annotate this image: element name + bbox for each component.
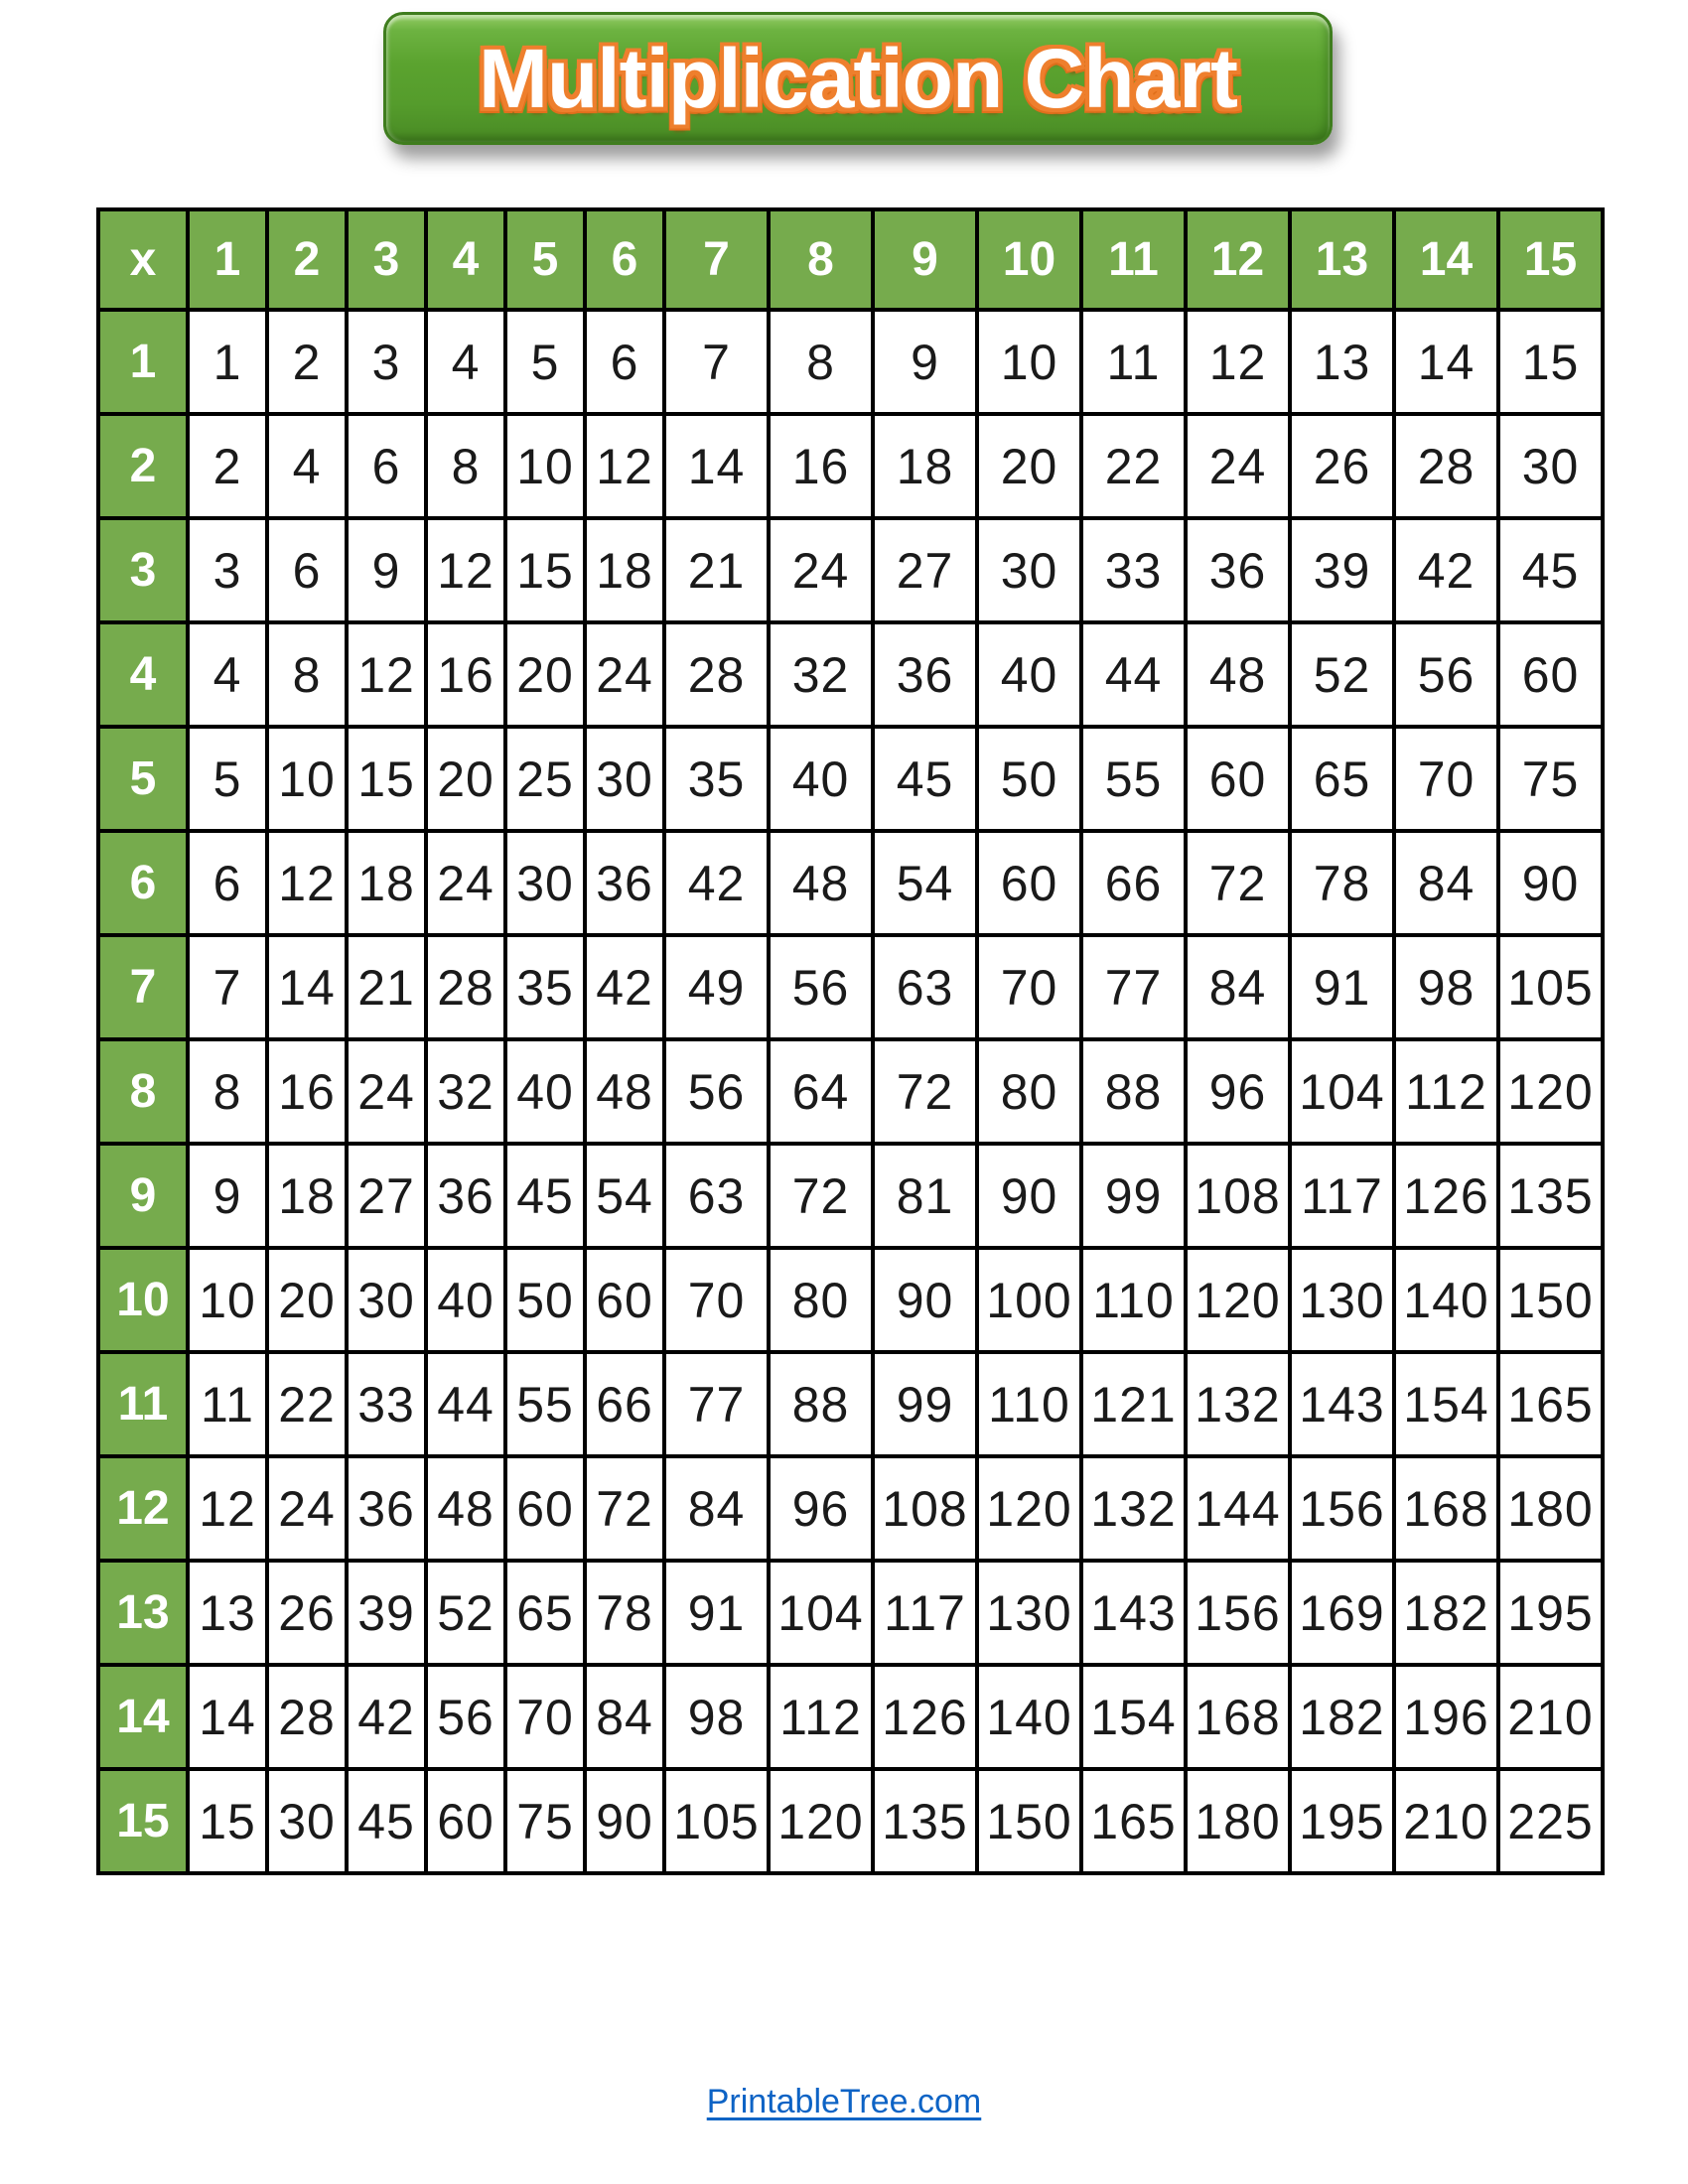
product-cell: 40 <box>505 1039 585 1144</box>
column-header-cell: 2 <box>267 209 347 310</box>
product-cell: 55 <box>505 1352 585 1456</box>
product-cell: 10 <box>977 310 1081 414</box>
column-header-cell: 8 <box>769 209 873 310</box>
product-cell: 15 <box>347 727 426 831</box>
column-header-cell: 3 <box>347 209 426 310</box>
row-header-cell: 5 <box>98 727 188 831</box>
product-cell: 8 <box>267 622 347 727</box>
column-header-cell: 13 <box>1290 209 1394 310</box>
product-cell: 10 <box>188 1248 267 1352</box>
product-cell: 10 <box>267 727 347 831</box>
product-cell: 39 <box>347 1561 426 1665</box>
product-cell: 11 <box>1081 310 1186 414</box>
product-cell: 64 <box>769 1039 873 1144</box>
table-row <box>98 1769 1603 1873</box>
product-cell: 9 <box>347 518 426 622</box>
table-row <box>98 831 1603 935</box>
product-cell: 126 <box>873 1665 977 1769</box>
product-cell: 135 <box>873 1769 977 1873</box>
product-cell: 154 <box>1081 1665 1186 1769</box>
product-cell: 1 <box>188 310 267 414</box>
column-header-cell: 15 <box>1498 209 1603 310</box>
product-cell: 150 <box>1498 1248 1603 1352</box>
product-cell: 56 <box>1394 622 1498 727</box>
product-cell: 140 <box>1394 1248 1498 1352</box>
column-header-cell: 11 <box>1081 209 1186 310</box>
product-cell: 20 <box>426 727 505 831</box>
header-row <box>98 209 1603 310</box>
page-title: Multiplication Chart <box>479 31 1237 125</box>
product-cell: 4 <box>426 310 505 414</box>
product-cell: 6 <box>188 831 267 935</box>
product-cell: 195 <box>1290 1769 1394 1873</box>
product-cell: 18 <box>585 518 664 622</box>
product-cell: 7 <box>664 310 769 414</box>
table-row <box>98 310 1603 414</box>
product-cell: 25 <box>505 727 585 831</box>
row-header-cell: 7 <box>98 935 188 1039</box>
product-cell: 42 <box>1394 518 1498 622</box>
product-cell: 72 <box>769 1144 873 1248</box>
product-cell: 120 <box>1498 1039 1603 1144</box>
column-header-cell: 9 <box>873 209 977 310</box>
product-cell: 6 <box>267 518 347 622</box>
product-cell: 60 <box>505 1456 585 1561</box>
product-cell: 120 <box>977 1456 1081 1561</box>
product-cell: 16 <box>267 1039 347 1144</box>
product-cell: 45 <box>1498 518 1603 622</box>
product-cell: 11 <box>188 1352 267 1456</box>
table-row <box>98 935 1603 1039</box>
product-cell: 75 <box>1498 727 1603 831</box>
product-cell: 28 <box>1394 414 1498 518</box>
row-header-cell: 8 <box>98 1039 188 1144</box>
product-cell: 88 <box>769 1352 873 1456</box>
product-cell: 44 <box>1081 622 1186 727</box>
product-cell: 4 <box>188 622 267 727</box>
product-cell: 105 <box>1498 935 1603 1039</box>
product-cell: 30 <box>1498 414 1603 518</box>
product-cell: 84 <box>1186 935 1290 1039</box>
product-cell: 72 <box>1186 831 1290 935</box>
product-cell: 3 <box>188 518 267 622</box>
product-cell: 65 <box>1290 727 1394 831</box>
product-cell: 30 <box>585 727 664 831</box>
product-cell: 33 <box>347 1352 426 1456</box>
product-cell: 80 <box>769 1248 873 1352</box>
product-cell: 168 <box>1186 1665 1290 1769</box>
product-cell: 30 <box>977 518 1081 622</box>
product-cell: 104 <box>1290 1039 1394 1144</box>
product-cell: 104 <box>769 1561 873 1665</box>
product-cell: 52 <box>1290 622 1394 727</box>
product-cell: 169 <box>1290 1561 1394 1665</box>
product-cell: 117 <box>873 1561 977 1665</box>
product-cell: 24 <box>585 622 664 727</box>
product-cell: 8 <box>188 1039 267 1144</box>
product-cell: 56 <box>769 935 873 1039</box>
product-cell: 91 <box>664 1561 769 1665</box>
product-cell: 78 <box>1290 831 1394 935</box>
product-cell: 49 <box>664 935 769 1039</box>
product-cell: 108 <box>1186 1144 1290 1248</box>
column-header-cell: 6 <box>585 209 664 310</box>
product-cell: 32 <box>426 1039 505 1144</box>
product-cell: 9 <box>873 310 977 414</box>
product-cell: 132 <box>1186 1352 1290 1456</box>
product-cell: 90 <box>977 1144 1081 1248</box>
column-header-cell: 7 <box>664 209 769 310</box>
product-cell: 70 <box>977 935 1081 1039</box>
product-cell: 100 <box>977 1248 1081 1352</box>
footer <box>0 2083 1688 2121</box>
product-cell: 15 <box>1498 310 1603 414</box>
product-cell: 70 <box>1394 727 1498 831</box>
product-cell: 65 <box>505 1561 585 1665</box>
product-cell: 12 <box>585 414 664 518</box>
product-cell: 96 <box>1186 1039 1290 1144</box>
product-cell: 60 <box>977 831 1081 935</box>
product-cell: 42 <box>664 831 769 935</box>
product-cell: 32 <box>769 622 873 727</box>
product-cell: 8 <box>426 414 505 518</box>
product-cell: 99 <box>1081 1144 1186 1248</box>
product-cell: 143 <box>1290 1352 1394 1456</box>
product-cell: 210 <box>1394 1769 1498 1873</box>
product-cell: 84 <box>1394 831 1498 935</box>
column-header-cell: 5 <box>505 209 585 310</box>
product-cell: 24 <box>426 831 505 935</box>
product-cell: 70 <box>505 1665 585 1769</box>
product-cell: 90 <box>585 1769 664 1873</box>
product-cell: 22 <box>267 1352 347 1456</box>
product-cell: 20 <box>267 1248 347 1352</box>
row-header-cell: 1 <box>98 310 188 414</box>
product-cell: 121 <box>1081 1352 1186 1456</box>
product-cell: 77 <box>1081 935 1186 1039</box>
product-cell: 156 <box>1290 1456 1394 1561</box>
product-cell: 28 <box>267 1665 347 1769</box>
table-row <box>98 1144 1603 1248</box>
product-cell: 24 <box>267 1456 347 1561</box>
product-cell: 112 <box>769 1665 873 1769</box>
product-cell: 90 <box>1498 831 1603 935</box>
product-cell: 225 <box>1498 1769 1603 1873</box>
table-row <box>98 622 1603 727</box>
product-cell: 40 <box>977 622 1081 727</box>
product-cell: 20 <box>505 622 585 727</box>
product-cell: 4 <box>267 414 347 518</box>
product-cell: 120 <box>769 1769 873 1873</box>
product-cell: 18 <box>347 831 426 935</box>
product-cell: 36 <box>426 1144 505 1248</box>
product-cell: 60 <box>1498 622 1603 727</box>
product-cell: 13 <box>188 1561 267 1665</box>
row-header-cell: 2 <box>98 414 188 518</box>
row-header-cell: 12 <box>98 1456 188 1561</box>
column-header-cell: 1 <box>188 209 267 310</box>
row-header-cell: 11 <box>98 1352 188 1456</box>
product-cell: 45 <box>347 1769 426 1873</box>
product-cell: 30 <box>505 831 585 935</box>
product-cell: 24 <box>1186 414 1290 518</box>
product-cell: 143 <box>1081 1561 1186 1665</box>
product-cell: 12 <box>347 622 426 727</box>
product-cell: 44 <box>426 1352 505 1456</box>
product-cell: 112 <box>1394 1039 1498 1144</box>
product-cell: 18 <box>873 414 977 518</box>
product-cell: 24 <box>769 518 873 622</box>
product-cell: 140 <box>977 1665 1081 1769</box>
product-cell: 96 <box>769 1456 873 1561</box>
product-cell: 182 <box>1394 1561 1498 1665</box>
product-cell: 132 <box>1081 1456 1186 1561</box>
product-cell: 24 <box>347 1039 426 1144</box>
product-cell: 20 <box>977 414 1081 518</box>
product-cell: 27 <box>873 518 977 622</box>
product-cell: 14 <box>188 1665 267 1769</box>
product-cell: 60 <box>426 1769 505 1873</box>
product-cell: 45 <box>505 1144 585 1248</box>
product-cell: 42 <box>347 1665 426 1769</box>
product-cell: 75 <box>505 1769 585 1873</box>
product-cell: 180 <box>1186 1769 1290 1873</box>
product-cell: 14 <box>267 935 347 1039</box>
product-cell: 16 <box>769 414 873 518</box>
column-header-cell: 4 <box>426 209 505 310</box>
row-header-cell: 6 <box>98 831 188 935</box>
product-cell: 120 <box>1186 1248 1290 1352</box>
product-cell: 36 <box>585 831 664 935</box>
product-cell: 50 <box>505 1248 585 1352</box>
product-cell: 110 <box>1081 1248 1186 1352</box>
product-cell: 26 <box>267 1561 347 1665</box>
column-header-cell: 10 <box>977 209 1081 310</box>
product-cell: 70 <box>664 1248 769 1352</box>
footer-link[interactable]: PrintableTree.com <box>706 2083 982 2120</box>
row-header-cell: 3 <box>98 518 188 622</box>
product-cell: 196 <box>1394 1665 1498 1769</box>
product-cell: 3 <box>347 310 426 414</box>
product-cell: 165 <box>1498 1352 1603 1456</box>
row-header-cell: 4 <box>98 622 188 727</box>
row-header-cell: 14 <box>98 1665 188 1769</box>
product-cell: 48 <box>426 1456 505 1561</box>
product-cell: 90 <box>873 1248 977 1352</box>
product-cell: 6 <box>585 310 664 414</box>
product-cell: 12 <box>267 831 347 935</box>
product-cell: 21 <box>664 518 769 622</box>
product-cell: 45 <box>873 727 977 831</box>
product-cell: 60 <box>585 1248 664 1352</box>
product-cell: 13 <box>1290 310 1394 414</box>
product-cell: 14 <box>1394 310 1498 414</box>
product-cell: 35 <box>505 935 585 1039</box>
product-cell: 72 <box>585 1456 664 1561</box>
product-cell: 22 <box>1081 414 1186 518</box>
table-row <box>98 1039 1603 1144</box>
product-cell: 84 <box>585 1665 664 1769</box>
row-header-cell: 9 <box>98 1144 188 1248</box>
product-cell: 66 <box>585 1352 664 1456</box>
product-cell: 105 <box>664 1769 769 1873</box>
product-cell: 40 <box>769 727 873 831</box>
product-cell: 2 <box>188 414 267 518</box>
product-cell: 52 <box>426 1561 505 1665</box>
product-cell: 99 <box>873 1352 977 1456</box>
corner-cell: x <box>98 209 188 310</box>
product-cell: 98 <box>1394 935 1498 1039</box>
product-cell: 35 <box>664 727 769 831</box>
product-cell: 48 <box>585 1039 664 1144</box>
product-cell: 154 <box>1394 1352 1498 1456</box>
product-cell: 48 <box>769 831 873 935</box>
product-cell: 63 <box>664 1144 769 1248</box>
product-cell: 15 <box>505 518 585 622</box>
product-cell: 28 <box>664 622 769 727</box>
product-cell: 36 <box>1186 518 1290 622</box>
product-cell: 81 <box>873 1144 977 1248</box>
product-cell: 56 <box>426 1665 505 1769</box>
product-cell: 10 <box>505 414 585 518</box>
product-cell: 72 <box>873 1039 977 1144</box>
product-cell: 126 <box>1394 1144 1498 1248</box>
multiplication-table <box>96 207 1605 1875</box>
product-cell: 144 <box>1186 1456 1290 1561</box>
product-cell: 78 <box>585 1561 664 1665</box>
product-cell: 12 <box>188 1456 267 1561</box>
product-cell: 91 <box>1290 935 1394 1039</box>
title-banner <box>383 12 1333 145</box>
product-cell: 80 <box>977 1039 1081 1144</box>
table-row <box>98 414 1603 518</box>
product-cell: 14 <box>664 414 769 518</box>
column-header-cell: 14 <box>1394 209 1498 310</box>
product-cell: 54 <box>585 1144 664 1248</box>
product-cell: 16 <box>426 622 505 727</box>
table-row <box>98 1665 1603 1769</box>
product-cell: 156 <box>1186 1561 1290 1665</box>
table-row <box>98 518 1603 622</box>
product-cell: 33 <box>1081 518 1186 622</box>
product-cell: 5 <box>188 727 267 831</box>
table-row <box>98 1352 1603 1456</box>
product-cell: 165 <box>1081 1769 1186 1873</box>
product-cell: 30 <box>347 1248 426 1352</box>
product-cell: 30 <box>267 1769 347 1873</box>
product-cell: 135 <box>1498 1144 1603 1248</box>
product-cell: 18 <box>267 1144 347 1248</box>
product-cell: 28 <box>426 935 505 1039</box>
product-cell: 63 <box>873 935 977 1039</box>
table-row <box>98 1248 1603 1352</box>
product-cell: 117 <box>1290 1144 1394 1248</box>
row-header-cell: 10 <box>98 1248 188 1352</box>
product-cell: 54 <box>873 831 977 935</box>
row-header-cell: 15 <box>98 1769 188 1873</box>
product-cell: 5 <box>505 310 585 414</box>
product-cell: 84 <box>664 1456 769 1561</box>
product-cell: 55 <box>1081 727 1186 831</box>
product-cell: 182 <box>1290 1665 1394 1769</box>
product-cell: 40 <box>426 1248 505 1352</box>
product-cell: 9 <box>188 1144 267 1248</box>
product-cell: 27 <box>347 1144 426 1248</box>
table-row <box>98 1561 1603 1665</box>
product-cell: 98 <box>664 1665 769 1769</box>
product-cell: 36 <box>347 1456 426 1561</box>
product-cell: 168 <box>1394 1456 1498 1561</box>
product-cell: 130 <box>1290 1248 1394 1352</box>
column-header-cell: 12 <box>1186 209 1290 310</box>
row-header-cell: 13 <box>98 1561 188 1665</box>
product-cell: 110 <box>977 1352 1081 1456</box>
product-cell: 21 <box>347 935 426 1039</box>
product-cell: 39 <box>1290 518 1394 622</box>
product-cell: 180 <box>1498 1456 1603 1561</box>
table-row <box>98 727 1603 831</box>
product-cell: 130 <box>977 1561 1081 1665</box>
product-cell: 60 <box>1186 727 1290 831</box>
product-cell: 15 <box>188 1769 267 1873</box>
product-cell: 108 <box>873 1456 977 1561</box>
product-cell: 210 <box>1498 1665 1603 1769</box>
product-cell: 195 <box>1498 1561 1603 1665</box>
product-cell: 36 <box>873 622 977 727</box>
product-cell: 12 <box>1186 310 1290 414</box>
product-cell: 66 <box>1081 831 1186 935</box>
product-cell: 6 <box>347 414 426 518</box>
product-cell: 150 <box>977 1769 1081 1873</box>
product-cell: 8 <box>769 310 873 414</box>
product-cell: 48 <box>1186 622 1290 727</box>
product-cell: 2 <box>267 310 347 414</box>
table-row <box>98 1456 1603 1561</box>
product-cell: 50 <box>977 727 1081 831</box>
product-cell: 12 <box>426 518 505 622</box>
product-cell: 56 <box>664 1039 769 1144</box>
product-cell: 26 <box>1290 414 1394 518</box>
product-cell: 7 <box>188 935 267 1039</box>
table-container <box>96 207 1605 1875</box>
product-cell: 42 <box>585 935 664 1039</box>
product-cell: 77 <box>664 1352 769 1456</box>
product-cell: 88 <box>1081 1039 1186 1144</box>
